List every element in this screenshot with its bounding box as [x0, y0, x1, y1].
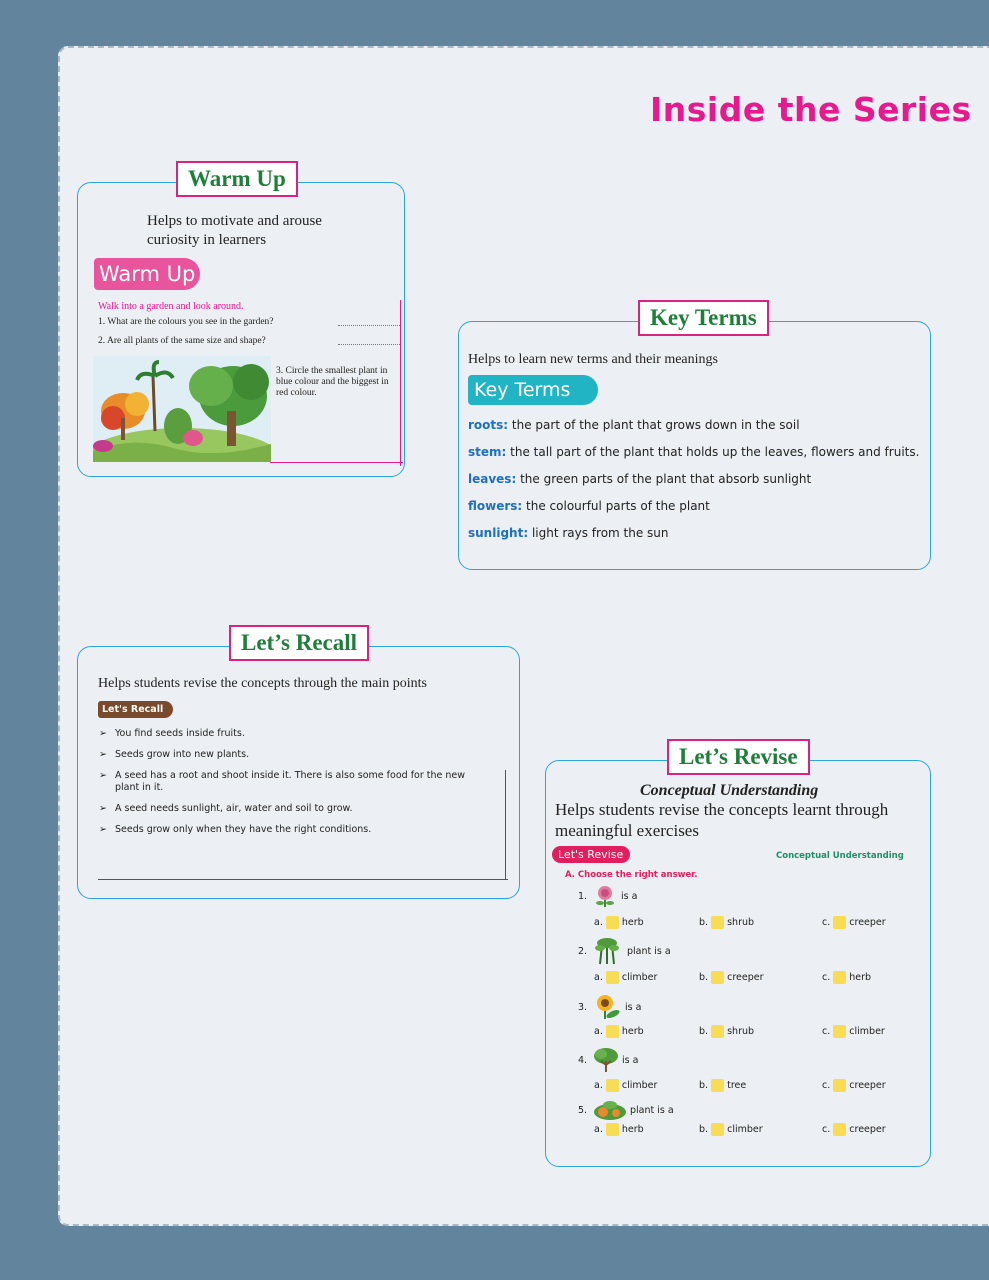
recall-point: ➢ A seed has a root and shoot inside it. There is also some food for the new plant in it.: [99, 770, 466, 793]
recall-points: [99, 728, 499, 845]
recall-point: ➢ You find seeds inside fruits.: [99, 728, 245, 739]
lets-revise-pill: Let's Revise: [552, 846, 630, 863]
recall-divider: [505, 770, 506, 880]
revise-instruction: A. Choose the right answer.: [565, 870, 698, 880]
key-term-row: [468, 499, 919, 526]
warm-up-tag: Warm Up: [176, 161, 298, 197]
warm-up-divider: [400, 300, 401, 466]
tree-icon: [592, 1047, 620, 1073]
revise-small-heading: Conceptual Understanding: [776, 851, 904, 861]
answer-checkbox[interactable]: [833, 1025, 846, 1038]
question-row: 2. plant is a: [578, 937, 671, 965]
key-term-definition: the tall part of the plant that holds up the leaves, flowers and fruits.: [506, 445, 920, 459]
key-term-row: [468, 472, 919, 499]
answer-checkbox[interactable]: [606, 1079, 619, 1092]
answer-checkbox[interactable]: [606, 971, 619, 984]
answer-checkbox[interactable]: [711, 916, 724, 929]
answer-checkbox[interactable]: [606, 1025, 619, 1038]
question-row: 5. plant is a: [578, 1099, 674, 1121]
answer-checkbox[interactable]: [606, 916, 619, 929]
key-term-word: stem:: [468, 445, 507, 459]
garden-illustration: [93, 356, 271, 462]
key-terms-list: [468, 418, 919, 553]
key-terms-pill: Key Terms: [468, 375, 598, 405]
answer-checkbox[interactable]: [711, 1079, 724, 1092]
warm-up-baseline: [270, 462, 403, 463]
lets-recall-description: Helps students revise the concepts through the main points: [98, 676, 427, 691]
answer-checkbox[interactable]: [833, 1079, 846, 1092]
answer-checkbox[interactable]: [711, 971, 724, 984]
lets-recall-tag: Let’s Recall: [229, 625, 369, 661]
key-terms-description: Helps to learn new terms and their meanings: [468, 352, 718, 367]
recall-point: ➢ Seeds grow only when they have the right conditions.: [99, 824, 372, 835]
recall-baseline: [98, 879, 508, 880]
key-term-word: flowers:: [468, 499, 523, 513]
answer-line-1: [338, 325, 400, 326]
pumpkin-plant-icon: [592, 1099, 628, 1121]
warm-up-intro: Walk into a garden and look around.: [98, 301, 244, 312]
answer-checkbox[interactable]: [711, 1123, 724, 1136]
key-term-row: [468, 445, 919, 472]
key-term-definition: light rays from the sun: [528, 526, 669, 540]
lets-recall-pill: Let's Recall: [98, 701, 173, 718]
key-term-definition: the colourful parts of the plant: [522, 499, 710, 513]
warm-up-question-3: 3. Circle the smallest plant in blue colour and the biggest in red colour.: [276, 366, 389, 398]
warm-up-question-2: 2. Are all plants of the same size and shape?: [98, 336, 266, 346]
page-title: Inside the Series: [650, 90, 972, 129]
key-term-word: sunlight:: [468, 526, 529, 540]
recall-point: ➢ A seed needs sunlight, air, water and soil to grow.: [99, 803, 353, 814]
warm-up-question-1: 1. What are the colours you see in the garden?: [98, 317, 274, 327]
answer-line-2: [338, 344, 400, 345]
lets-revise-description: Helps students revise the concepts learnt through meaningful exercises: [555, 800, 889, 840]
warm-up-pill: Warm Up: [94, 258, 200, 290]
key-term-definition: the part of the plant that grows down in the soil: [508, 418, 800, 432]
key-term-row: [468, 526, 919, 553]
rose-icon: [592, 884, 618, 908]
question-row: 1. is a: [578, 884, 637, 908]
answer-checkbox[interactable]: [833, 971, 846, 984]
sunflower-icon: [592, 994, 622, 1020]
answer-checkbox[interactable]: [711, 1025, 724, 1038]
lets-revise-subtitle: Conceptual Understanding: [640, 782, 819, 799]
question-row: 4. is a: [578, 1047, 638, 1073]
recall-point: ➢ Seeds grow into new plants.: [99, 749, 250, 760]
key-term-row: [468, 418, 919, 445]
key-term-word: roots:: [468, 418, 509, 432]
answer-checkbox[interactable]: [833, 1123, 846, 1136]
answer-checkbox[interactable]: [606, 1123, 619, 1136]
key-term-definition: the green parts of the plant that absorb sunlight: [516, 472, 812, 486]
answer-checkbox[interactable]: [833, 916, 846, 929]
warm-up-description: Helps to motivate and arouse curiosity in learners: [147, 213, 322, 248]
lets-revise-tag: Let’s Revise: [667, 739, 810, 775]
question-row: 3. is a: [578, 994, 641, 1020]
tall-plant-icon: [592, 937, 622, 965]
key-terms-tag: Key Terms: [638, 300, 769, 336]
key-term-word: leaves:: [468, 472, 517, 486]
